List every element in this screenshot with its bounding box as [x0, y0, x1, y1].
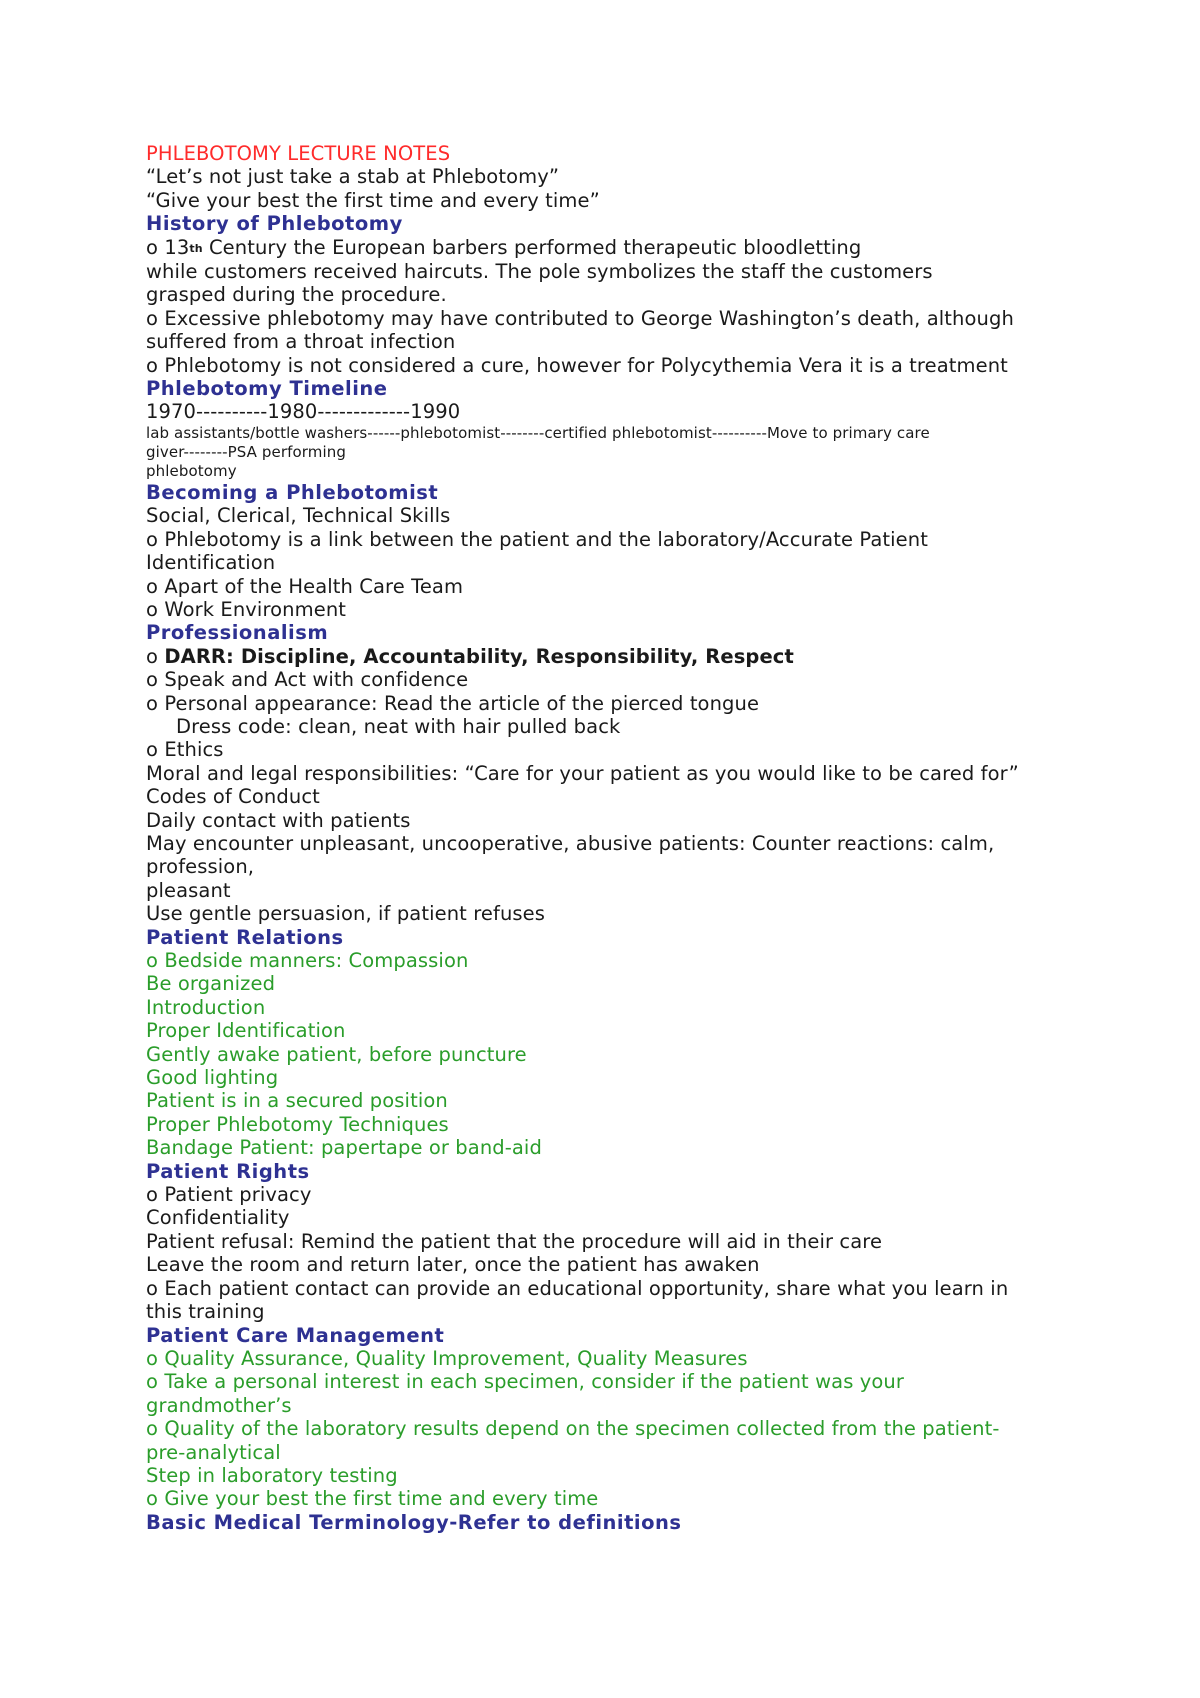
green-line: pre-analytical: [146, 1440, 281, 1464]
body-text: o 13: [146, 235, 190, 259]
body-line: while customers received haircuts. The pole symbolizes the staff the customers: [146, 260, 933, 284]
green-line: o Bedside manners: Compassion: [146, 949, 469, 972]
timeline-line: phlebotomy: [146, 461, 237, 480]
body-line: Identification: [146, 551, 276, 575]
green-line: o Give your best the first time and every time: [146, 1487, 599, 1511]
body-line: o Work Environment: [146, 597, 347, 621]
body-line: May encounter unpleasant, uncooperative, abusive patients: Counter reactions: calm,: [146, 831, 995, 855]
body-line: Confidentiality: [146, 1206, 290, 1230]
body-line: o Personal appearance: Read the article of the pierced tongue: [146, 691, 760, 715]
document-page: [146, 142, 1086, 1534]
body-line: Leave the room and return later, once the patient has awaken: [146, 1253, 760, 1277]
section-heading-terminology: Basic Medical Terminology-Refer to definitions: [146, 1510, 682, 1534]
body-line: suffered from a throat infection: [146, 330, 456, 354]
body-line: o Ethics: [146, 738, 224, 762]
section-heading-professionalism: Professionalism: [146, 621, 329, 645]
green-line: o Take a personal interest in each specimen, consider if the patient was your: [146, 1370, 904, 1394]
section-heading-timeline: Phlebotomy Timeline: [146, 377, 388, 401]
body-line: pleasant: [146, 878, 231, 902]
body-line: grasped during the procedure.: [146, 283, 447, 307]
green-line: grandmother’s: [146, 1393, 292, 1417]
section-heading-relations: Patient Relations: [146, 925, 344, 949]
body-line: o Patient privacy: [146, 1183, 312, 1207]
body-line: o Apart of the Health Care Team: [146, 574, 464, 598]
section-heading-history: History of Phlebotomy: [146, 212, 403, 236]
green-line: Be organized: [146, 972, 276, 996]
green-line: Gently awake patient, before puncture: [146, 1042, 527, 1066]
body-line: o Excessive phlebotomy may have contributed to George Washington’s death, although: [146, 306, 1014, 330]
bullet-prefix: o: [146, 644, 165, 668]
green-line: Step in laboratory testing: [146, 1463, 398, 1487]
body-line: Daily contact with patients: [146, 808, 411, 832]
timeline-line: giver--------PSA performing: [146, 442, 346, 461]
body-line: Patient refusal: Remind the patient that the procedure will aid in their care: [146, 1229, 883, 1253]
quote-line: “Let’s not just take a stab at Phlebotomy”: [146, 165, 560, 189]
body-line: o Phlebotomy is not considered a cure, however for Polycythemia Vera it is a treatment: [146, 353, 1008, 377]
darr-bold-text: DARR: Discipline, Accountability, Responsibility, Respect: [164, 644, 794, 668]
body-line: Social, Clerical, Technical Skills: [146, 504, 451, 528]
body-line: profession,: [146, 855, 255, 879]
timeline-line: lab assistants/bottle washers------phlebotomist--------certified phlebotomist----------Move to primary care: [146, 423, 930, 442]
section-heading-care: Patient Care Management: [146, 1323, 445, 1347]
green-line: Patient is in a secured position: [146, 1089, 448, 1113]
body-line: o Speak and Act with confidence: [146, 668, 469, 692]
body-line: o Each patient contact can provide an educational opportunity, share what you learn in: [146, 1276, 1009, 1300]
green-line: Good lighting: [146, 1066, 279, 1090]
indented-line: Dress code: clean, neat with hair pulled back: [176, 714, 621, 738]
green-line: Introduction: [146, 995, 266, 1019]
body-line: [146, 236, 1086, 260]
body-line: this training: [146, 1300, 265, 1324]
green-line: Bandage Patient: papertape or band-aid: [146, 1136, 542, 1160]
section-heading-rights: Patient Rights: [146, 1159, 310, 1183]
darr-line: [146, 645, 1086, 668]
quote-line: “Give your best the first time and every time”: [146, 188, 600, 212]
document-title: PHLEBOTOMY LECTURE NOTES: [146, 142, 451, 165]
green-line: o Quality of the laboratory results depend on the specimen collected from the patient-: [146, 1417, 1000, 1441]
body-text: Century the European barbers performed therapeutic bloodletting: [202, 235, 862, 259]
body-line: Codes of Conduct: [146, 785, 320, 809]
superscript: th: [189, 241, 203, 255]
green-line: o Quality Assurance, Quality Improvement, Quality Measures: [146, 1346, 748, 1370]
section-heading-becoming: Becoming a Phlebotomist: [146, 480, 439, 504]
body-line: o Phlebotomy is a link between the patient and the laboratory/Accurate Patient: [146, 527, 928, 551]
body-line: Moral and legal responsibilities: “Care for your patient as you would like to be cared for”: [146, 761, 1019, 785]
green-line: Proper Identification: [146, 1019, 346, 1043]
timeline-years: 1970----------1980-------------1990: [146, 400, 461, 424]
body-line: Use gentle persuasion, if patient refuses: [146, 902, 546, 926]
green-line: Proper Phlebotomy Techniques: [146, 1112, 449, 1136]
